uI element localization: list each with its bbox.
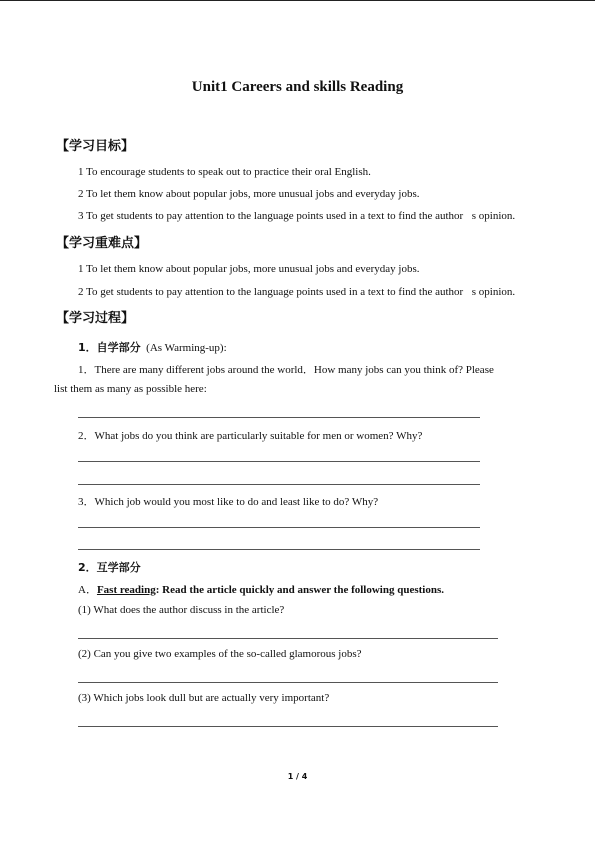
answer-line	[78, 726, 498, 727]
answer-line	[78, 417, 480, 418]
question-1-line-1: 1．There are many different jobs around the world．How many jobs can you think of? Please	[78, 364, 494, 376]
fast-reading-question-3: (3) Which jobs look dull but are actually very important?	[78, 692, 330, 704]
question-3: 3．Which job would you most like to do and least like to do? Why?	[78, 496, 379, 508]
part2-heading	[78, 559, 141, 575]
part2-number: 2．	[78, 561, 97, 574]
page-top-border	[0, 0, 595, 1]
answer-line	[78, 484, 480, 485]
page-number: 1 / 4	[287, 772, 308, 781]
section-heading-objectives: 【学习目标】	[56, 139, 135, 154]
fast-reading-question-1: (1) What does the author discuss in the article?	[78, 604, 285, 616]
section-heading-key-points: 【学习重难点】	[56, 236, 148, 251]
key-point-item-2: 2 To get students to pay attention to the language points used in a text to find the author s opinion.	[78, 286, 516, 298]
answer-line	[78, 638, 498, 639]
fast-reading-label: Fast reading	[96, 584, 156, 596]
answer-line	[78, 461, 480, 462]
part2-label: 互学部分	[96, 561, 141, 574]
part1-sub: (As Warming-up):	[146, 342, 227, 354]
key-point-item-1: 1 To let them know about popular jobs, more unusual jobs and everyday jobs.	[78, 263, 420, 275]
answer-line	[78, 549, 480, 550]
question-2: 2．What jobs do you think are particularly suitable for men or women? Why?	[78, 430, 423, 442]
fast-reading-prefix: A．	[78, 584, 97, 596]
page-title: Unit1 Careers and skills Reading	[191, 79, 404, 95]
objective-item-2: 2 To let them know about popular jobs, more unusual jobs and everyday jobs.	[78, 188, 420, 200]
fast-reading-question-2: (2) Can you give two examples of the so-called glamorous jobs?	[78, 648, 362, 660]
question-1-line-2: list them as many as possible here:	[54, 383, 207, 395]
objective-item-1: 1 To encourage students to speak out to practice their oral English.	[78, 166, 371, 178]
part1-number: 1．	[78, 341, 97, 354]
objective-item-3: 3 To get students to pay attention to the language points used in a text to find the author s opinion.	[78, 210, 516, 222]
answer-line	[78, 527, 480, 528]
part1-label: 自学部分	[96, 341, 141, 354]
part1-heading	[78, 339, 227, 355]
fast-reading-instruction	[78, 581, 444, 597]
section-heading-process: 【学习过程】	[56, 311, 135, 326]
answer-line	[78, 682, 498, 683]
fast-reading-text: : Read the article quickly and answer the following questions.	[155, 584, 444, 596]
